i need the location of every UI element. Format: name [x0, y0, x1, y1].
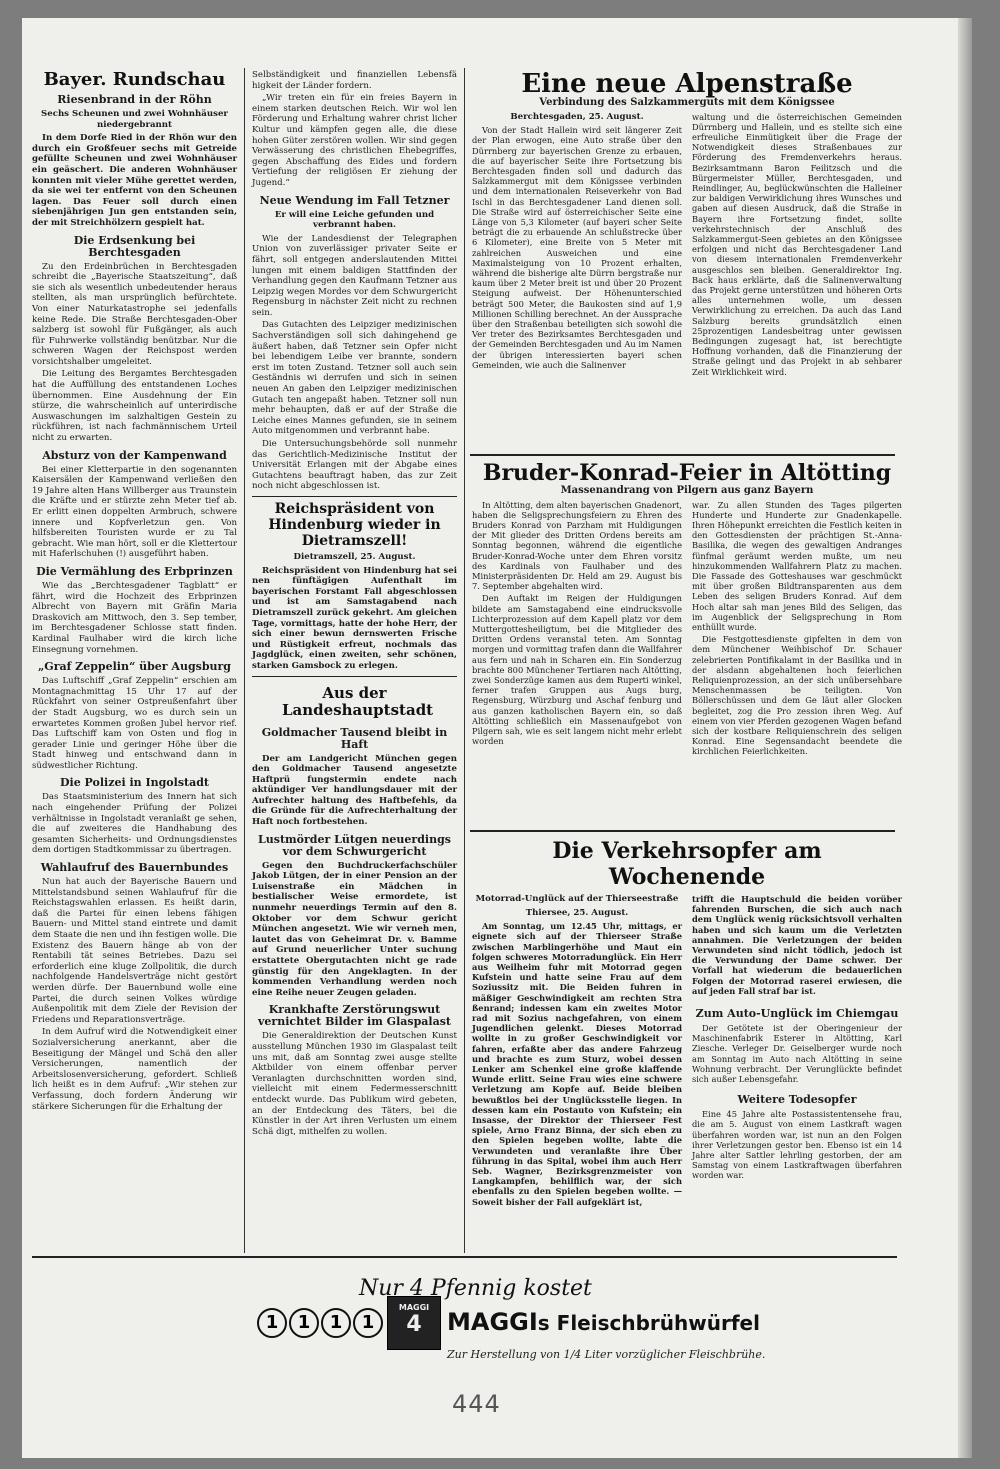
article-title: Krankhafte Zerstörungswut vernichtet Bilder im Glaspalast: [258, 1003, 451, 1029]
article-body: „Wir treten ein für ein freies Bayern in einem starken deutschen Reich. Wir wol len Förderung und Erhaltung wahrer christ licher Kultur und kämpfen gegen alle, die diese hohen Güter zerstören wollen. Wir sind gegen Verwässerung des christlichen Ehebegriffes, gegen Abschaffung des Eides und fordern Vertiefung der religiösen Er ziehung der Jugend.“: [252, 93, 457, 188]
article-body: Die Festgottesdienste gipfelten in dem von dem Münchener Weihbischof Dr. Schauer zelebrierten Pontifikalamt in der Basilika und in der alsdann abgehaltenen hoch feierlichen Reliquienprozession, an der sich unübersehbare Menschenmassen be teiligten. Von Böllerschüssen und dem Ge läut aller Glocken begleitet, zog die Pro zession ihren Weg. Auf einem von vier Pferden gezogenen Wagen befand sich der kostbare Reliquienschrein des seligen Konrad. Eine Segensandacht beendete die kirchlichen Feierlichkeiten.: [692, 634, 902, 757]
article-body: Nun hat auch der Bayerische Bauern und Mittelstandsbund seinen Wahlaufruf für die Reichstagswahlen erlassen. Es heißt darin, daß die Partei für einen lebens fähigen Bauern- und Mittel stand eintrete und damit dem Staate die nen und ihn festigen wolle. Die Existenz des Bauern hänge ab von der Rentabili tät seines Betriebes. Dazu sei erforderlich eine kluge Zollpolitik, die durch nachfolgende Handelsverträge nicht gestört werden dürfe. Der Bauernbund wolle eine Partei, die durch seinen Volkes würdige Außenpolitik mit dem Ziele der Revision der Friedens und Reparationsverträge.: [32, 877, 237, 1025]
article-body: Am Sonntag, um 12.45 Uhr, mittags, er eignete sich auf der Thierseer Straße zwischen Marblingerhöhe und Maut ein folgen schweres Motorradunglück. Ein Herr aus Weilheim fuhr mit Motorrad gegen Kufstein und hatte seine Frau auf dem Soziussitz mit. Die Beiden fuhren in mäßiger Geschwindigkeit am rechten Stra ßenrand; indessen kam ein zweites Motor rad mit Sozius nachgefahren, von einem Jugendlichen gelenkt. Dieses Motorrad wollte in zu großer Geschwindigkeit vor fahren, erfaßte aber das andere Fahrzeug und brachte es zum Sturz, wobei dessen Lenker am Schenkel eine große klaffende Wunde erlitt. Seine Frau wies eine schwere Verletzung am Kopfe auf. Beide bleiben bewußtlos bei der Unglücksstelle liegen. In dessen kam ein Postauto von Kufstein; ein Insasse, der Direktor der Thierseer Fest spiele, Arno Franz Binna, der sich eben zu den Spielen begeben wollte, labte die Verwundeten und veranlaßte ihre Über führung in das Spital, wobei ihm auch Herr Seb. Wagner, Bezirksgrenzmeister von Langkampfen, behilflich war, der sich ebenfalls zu den Spielen begeben wollte. — Soweit bisher der Fall aufgeklärt ist,: [472, 921, 682, 1207]
cube-label: MAGGI: [398, 1303, 430, 1312]
rule: [470, 830, 895, 832]
article-title: Lustmörder Lütgen neuerdings vor dem Schwurgericht: [258, 832, 451, 858]
rule: [252, 676, 457, 677]
rule: [470, 454, 895, 456]
article-title: Die Polizei in Ingolstadt: [60, 776, 209, 790]
article-body: trifft die Hauptschuld die beiden vorüber fahrenden Burschen, die sich auch nach dem Unglück wenig rücksichtsvoll verhalten haben und sich kaum um die Verletzten annahmen. Die Verletzungen der beiden Verwundeten sind nicht tödlich, jedoch ist die Verwundung der Dame schwer. Der Vorfall hat wiederum die bedauerlichen Folgen der Motorrad raserei erwiesen, die auf jeden Fall straf bar ist.: [692, 894, 902, 996]
rule: [32, 1256, 897, 1258]
article-body: In dem Dorfe Ried in der Rhön wur den durch ein Großfeuer sechs mit Getreide gefüllte Scheunen und zwei Wohnhäuser ein geäschert. Die anderen Wohnhäuser konnten mit vieler Mühe gerettet werden, da sie wei ter entfernt von den Scheunen lagen. Das Feuer soll durch einen siebenjährigen Jun gen entstanden sein, der mit Streichhölzern gespielt hat.: [32, 133, 237, 228]
article-subtitle: Er will eine Leiche gefunden und verbrannt haben.: [274, 209, 435, 231]
page-number: 444: [452, 1390, 501, 1418]
article-title: Wahlaufruf des Bauernbundes: [40, 861, 229, 875]
article-body: waltung und die österreichischen Gemeinden Dürrnberg und Hallein, und es stellte sich eine erfreuliche Einmütigkeit über die Frage der Notwendigkeit dieses Straßenbaues zur Förderung des Fremdenverkehrs heraus. Bezirksamtmann Baron Feilitzsch und die Bürgermeister Müller, Berchtesgaden, und Reindlinger, Au, beglückwünschten die Halleiner zur baldigen Verwirklichung ihres Wunsches und gaben auf diesen Ausdruck, daß die Straße in Bayern ihre Fortsetzung findet, sollte verkehrstechnisch der Anschluß des Salzkammergut-Seen gebietes an den Königssee erfolgen und nicht das Berchtesgadener Land von diesem internationalen Fremdenverkehr ausgeschlos sen bleiben. Generaldirektor Ing. Back haus erklärte, daß die Salinenverwaltung das Projekt gerne unterstützen und höheren Orts alles unternehmen wolle, um dessen Verwirklichung zu erreichen. Da auch das Land Salzburg bereits grundsätzlich einen 25prozentigen Landesbeitrag unter gewissen Bedingungen zugesagt hat, ist berechtigte Hoffnung vorhanden, daß die Finanzierung der Straße gelingt und das Projekt in ab sehbarer Zeit Wirklichkeit wird.: [692, 111, 902, 377]
article-body: Der am Landgericht München gegen den Goldmacher Tausend angesetzte Haftprü fungstermin endete nach aktündiger Ver handlungsdauer mit der Aufrechter haltung des Haftbefehls, da die Gründe für die Aufrechterhaltung der Haft noch fortbestehen.: [252, 753, 457, 828]
column-2: [252, 70, 457, 1139]
article-title: Absturz von der Kampenwand: [42, 448, 227, 462]
article-title: Die Vermählung des Erbprinzen: [36, 564, 233, 578]
article-body: Reichspräsident von Hindenburg hat sei nen fünftägigen Aufenthalt im bayerischen Forstamt Fall abgeschlossen und ist am Samstagabend nach Dietramszell zurück gekehrt. Am gleichen Tage, vormittags, hatte der hohe Herr, der sich einer bewun dernswerten Frische und Rüstigkeit erfreut, nochmals das Jagdglück, einen zweiten, sehr schönen, starken Gamsbock zu erlegen.: [252, 565, 457, 671]
article-body: Das Gutachten des Leipziger medizinischen Sachverständigen soll sich dahingehend ge äußert haben, daß Tetzner sein Opfer nicht bei lebendigem Leibe ver brannte, sondern erst im toten Zustand. Tetzner soll auch sein Geständnis wi derrufen und sich in seinen neuen An gaben den Leipziger medizinischen Gutach ten angepaßt haben. Tetzner soll nun mehr behaupten, daß er auf der Straße die Leiche eines Mannes gefunden, sie in seinem Auto mitgenommen und verbrannt habe.: [252, 320, 457, 437]
dateline: Dietramszell, 25. August.: [293, 551, 416, 562]
article-title: Zum Auto-Unglück im Chiemgau: [695, 1007, 899, 1021]
subheadline: Massenandrang von Pilgern aus ganz Bayern: [560, 485, 814, 496]
article-body: Von der Stadt Hallein wird seit längerer Zeit der Plan erwogen, eine Auto straße über den Dürrnberg zur bayerischen Grenze zu erbauen, die auf bayerischer Seite ihre Fortsetzung bis Berchtesgaden finden soll und dadurch das Salzkammergut mit dem Königssee verbinden und dem internationalen Reiseverkehr von Bad Ischl in das Berchtesgadener Land dienen soll. Die Straße wird auf österreichischer Seite eine Länge von 5,3 Kilometer (auf bayeri scher Seite beträgt die zu erbauende An schlußstrecke über 6 Kilometer), eine Breite von 5 Meter mit zahlreichen Ausweichen und eine Maximalsteigung von 10 Prozent erhalten, während die bisherige alte Dürrn bergstraße nur kaum über 2 Meter breit ist und über 20 Prozent Steigung aufweist. Der Höhenunterschied beträgt 500 Meter, die Baukosten sind auf 1,9 Millionen Schilling berechnet. An der Aussprache über den Straßenbau beteiligten sich sowohl die Ver treter des Bezirksamtes Berchtesgaden und der Gemeinden Berchtesgaden und Au im Namen der übrigen interessierten bayeri schen Gemeinden, wie auch die Salinenver: [472, 125, 682, 370]
newspaper-page: [22, 18, 972, 1458]
subheadline: Motorrad-Unglück auf der Thierseestraße: [475, 894, 679, 904]
article-body: Selbständigkeit und finanziellen Lebensfä higkeit der Länder fordern.: [252, 70, 457, 91]
ad-brand-line: [447, 1308, 760, 1336]
article-title: Goldmacher Tausend bleibt in Haft: [261, 725, 448, 751]
headline: Bruder-Konrad-Feier in Altötting: [482, 460, 892, 486]
article-title-hindenburg: Reichspräsident von Hindenburg wieder in Dietramszell!: [268, 500, 441, 549]
article-body: Den Auftakt im Reigen der Huldigungen bildete am Samstagabend eine eindrucksvolle Lichterprozession auf dem Kapell platz vor dem Muttergottesheiligtum, bei die Mitglieder des Dritten Ordens veranstal teten. Am Sonntag morgen und vormittag trafen dann die Wallfahrer aus fern und nah in Scharen ein. Ein Sonderzug brachte 800 Münchener Tertiaren nach Altötting, zwei Sonderzüge kamen aus dem Ruperti winkel, ferner trafen Gruppen aus Augs burg, Regensburg, Würzburg und Aschaf fenburg und aus ganzen katholischen Bayern ein, so daß Altötting schließlich ein Massenaufgebot von Pilgern sah, wie es seit langem nicht mehr erlebt worden: [472, 593, 682, 747]
article-verkehrsopfer: [472, 838, 902, 1209]
article-alpenstrasse: [472, 70, 902, 379]
subheadline: Verbindung des Salzkammerguts mit dem Königssee: [539, 97, 835, 108]
digit-badge: 1: [321, 1308, 351, 1338]
article-body: Das Staatsministerium des Innern hat sich nach eingehender Prüfung der Polizei verhältnisse in Ingolstadt veranlaßt ge sehen, die auf zweiteres die Handhabung des gesamten Sicherheits- und Ordnungsdienstes dem dortigen Stadtkommissar zu übertragen.: [32, 792, 237, 856]
dateline: Berchtesgaden, 25. August.: [510, 111, 644, 122]
maggi-advertisement: [247, 1276, 766, 1386]
article-body: war. Zu allen Stunden des Tages pilgerten Hunderte und Hunderte zur Gnadenkapelle. Ihren Höhepunkt erreichten die Festlich keiten in den Gottesdiensten der prächtigen St.-Anna-Basilika, die wegen des gewaltigen Andranges fünfmal geräumt werden mußte, um neu hinzukommenden Wallfahrern Platz zu machen. Die Fassade des Gotteshauses war geschmückt mit über großen Bildtransparenten aus dem Leben des seligen Bruders Konrad. Auf dem Hoch altar sah man jenes Bild des Seligen, das im Augenblick der Seligsprechung in Rom enthüllt wurde.: [692, 499, 902, 633]
article-title: Neue Wendung im Fall Tetzner: [259, 193, 450, 207]
maggi-cube-icon: [387, 1296, 441, 1350]
page-edge: [958, 18, 972, 1458]
article-body: Das Luftschiff „Graf Zeppelin“ erschien am Montagnachmittag 15 Uhr 17 auf der Rückfahrt von seiner Ostpreußenfahrt über der Stadt Augsburg, wo es durch sein un erwartetes Kommen großen Jubel hervor rief. Das Luftschiff kam von Osten und flog in gerader Linie und geringer Höhe über die Stadt hinweg und entschwand dann in südwestlicher Richtung.: [32, 676, 237, 771]
headline: Die Verkehrsopfer am Wochenende: [552, 838, 822, 890]
article-title: Die Erdsenkung bei Berchtesgaden: [73, 233, 196, 259]
article-body: Die Leitung des Bergamtes Berchtesgaden hat die Auffüllung des entstandenen Loches übernommen. Eine Ausdehnung der Ein stürze, die wahrscheinlich auf unterirdische Auswaschungen im salzhaltigen Gestein zu rückführen, ist nach fachmännischem Urteil nicht zu erwarten.: [32, 369, 237, 444]
ad-brand-suffix: s Fleischbrühwürfel: [537, 1311, 760, 1335]
article-body: In dem Aufruf wird die Notwendigkeit einer Sozialversicherung anerkannt, aber die Beseitigung der Mängel und Schä den aller Versicherungen, namentlich der Arbeitslosenversicherung, gefordert. Schließ lich heißt es in dem Aufruf: „Wir stehen zur Verfassung, doch fordern Änderung wir stärkere Sicherungen für die Erhaltung der: [32, 1027, 237, 1112]
article-body: Eine 45 Jahre alte Postassistentensehe frau, die am 5. August von einem Lastkraft wagen überfahren worden war, ist nun an den Folgen ihrer Verletzungen gestor ben. Ebenso ist ein 14 Jahre alter Sattler lehrling gestorben, der am Samstag von einem Lastkraftwagen überfahren worden war.: [692, 1109, 902, 1181]
article-body: Bei einer Kletterpartie in den sogenannten Kaisersälen der Kampenwand verließen den 19 Jahre alten Hans Willberger aus Traunstein die Kräfte und er stürzte zehn Meter tief ab. Er erlitt einen doppelten Armbruch, schwere innere und Kopfverletzun gen. Von hilfsbereiten Touristen wurde er zu Tal gebracht. Wie man hört, soll er die Klettertour mit Haferlschuhen (!) ausgeführt haben.: [32, 464, 237, 560]
digit-badge: 1: [353, 1308, 383, 1338]
article-title: Weitere Todesopfer: [737, 1093, 857, 1107]
article-bruder-konrad: [472, 460, 902, 759]
article-body: Wie das „Berchtesgadener Tagblatt“ er fährt, wird die Hochzeit des Erbprinzen Albrecht von Bayern mit Gräfin Maria Draskovich am Mittwoch, den 3. Sep tember, im Berchtesgadener Schlosse statt finden. Kardinal Faulhaber wird die kirch liche Einsegnung vornehmen.: [32, 580, 237, 655]
column-1: [32, 70, 237, 1114]
ad-slogan: Nur 4 Pfennig kostet: [359, 1276, 592, 1301]
article-body: Gegen den Buchdruckerfachschüler Jakob Lütgen, der in einer Pension an der Luisenstraße ein Mädchen in bestialischer Weise ermordete, ist nunmehr neuerdings Termin auf den 8. Oktober vor dem Schwur gericht München angesetzt. Wie wir verneh men, lautet das von Geheimrat Dr. v. Bamme auf Grund neuerlicher Unter suchung erstattete Obergutachten nicht ge rade günstig für den Angeklagten. In der kommenden Verhandlung werden noch eine Reihe neuer Zeugen geladen.: [252, 860, 457, 998]
ad-tagline: Zur Herstellung von 1/4 Liter vorzüglicher Fleischbrühe.: [447, 1348, 766, 1361]
digit-badge: 1: [257, 1308, 287, 1338]
digit-badge: 1: [289, 1308, 319, 1338]
ad-brand: MAGGI: [447, 1308, 538, 1336]
article-body: In Altötting, dem alten bayerischen Gnadenort, haben die Seligsprechungsfeiern zu Ehren des Bruders Konrad von Parzham mit Huldigungen der Mit glieder des Dritten Ordens bereits am Sonntag begonnen, während die eigentliche Bruder-Konrad-Woche unter dem Ehren vorsitz des Kardinals von Faulhaber und des Ministerpräsidenten Dr. Held am 29. August bis 7. September abgehalten wird.: [472, 499, 682, 592]
article-title: „Graf Zeppelin“ über Augsburg: [37, 660, 232, 674]
dateline: Thiersee, 25. August.: [525, 907, 629, 918]
ad-digits: [257, 1308, 383, 1338]
headline: Eine neue Alpenstraße: [521, 69, 853, 99]
article-body: Die Untersuchungsbehörde soll nunmehr das Gerichtlich-Medizinische Institut der Universität Erlangen mit der Abgabe eines Gutachtens beauftragt haben, das zur Zeit noch nicht abgeschlossen ist.: [252, 439, 457, 492]
section-header-landeshauptstadt: Aus der Landeshauptstadt: [282, 683, 434, 719]
article-body: Der Getötete ist der Oberingenieur der Maschinenfabrik Esterer in Altötting, Karl Ziesche. Verleger Dr. Geiselberger wurde noch am Sonntag im Auto nach Altötting in seine Wohnung verbracht. Der Verunglückte befindet sich außer Lebensgefahr.: [692, 1023, 902, 1085]
article-title: Riesenbrand in der Röhn: [57, 93, 212, 106]
rule: [252, 496, 457, 497]
article-body: Zu den Erdeinbrüchen in Berchtesgaden schreibt die „Bayerische Staatszeitung“, daß sie sich als wesentlich unbedeutender heraus stellten, als man ursprünglich befürchtete. Von einer Naturkatastrophe sei jedenfalls keine Rede. Die Straße Berchtesgaden-Ober salzberg ist sowohl für Fußgänger, als auch für Fuhrwerke vollständig benützbar. Nur die schweren Wagen der Reichspost werden vorsichtshalber umgeleitet.: [32, 261, 237, 367]
article-body: Wie der Landesdienst der Telegraphen Union von zuverlässiger privater Seite er fährt, soll entgegen anderslautenden Mittei lungen mit einem baldigen Stattfinden der Verhandlung gegen den Kaufmann Tetzner aus Leipzig wegen Mordes vor dem Schwurgericht Regensburg in nächster Zeit nicht zu rechnen sein.: [252, 233, 457, 318]
column-divider: [464, 68, 465, 1253]
article-body: Die Generaldirektion der Deutschen Kunst ausstellung München 1930 im Glaspalast teilt uns mit, daß am Sonntag zwei ausge stellte Aktbilder von einem offenbar perver Veranlagten durchschnitten worden sind, vielleicht mit einem Federmesserschnitt entdeckt wurde. Das Publikum wird gebeten, an der Entdeckung des Täters, bei die Künstler in der Art ihren Verlusten um einem Schä digt, mithelfen zu wollen.: [252, 1031, 457, 1137]
column-divider: [244, 68, 245, 1253]
section-header-bayer-rundschau: Bayer. Rundschau: [43, 69, 226, 90]
cube-number: 4: [406, 1312, 422, 1337]
article-subtitle: Sechs Scheunen und zwei Wohnhäuser niedergebrannt: [41, 109, 228, 130]
